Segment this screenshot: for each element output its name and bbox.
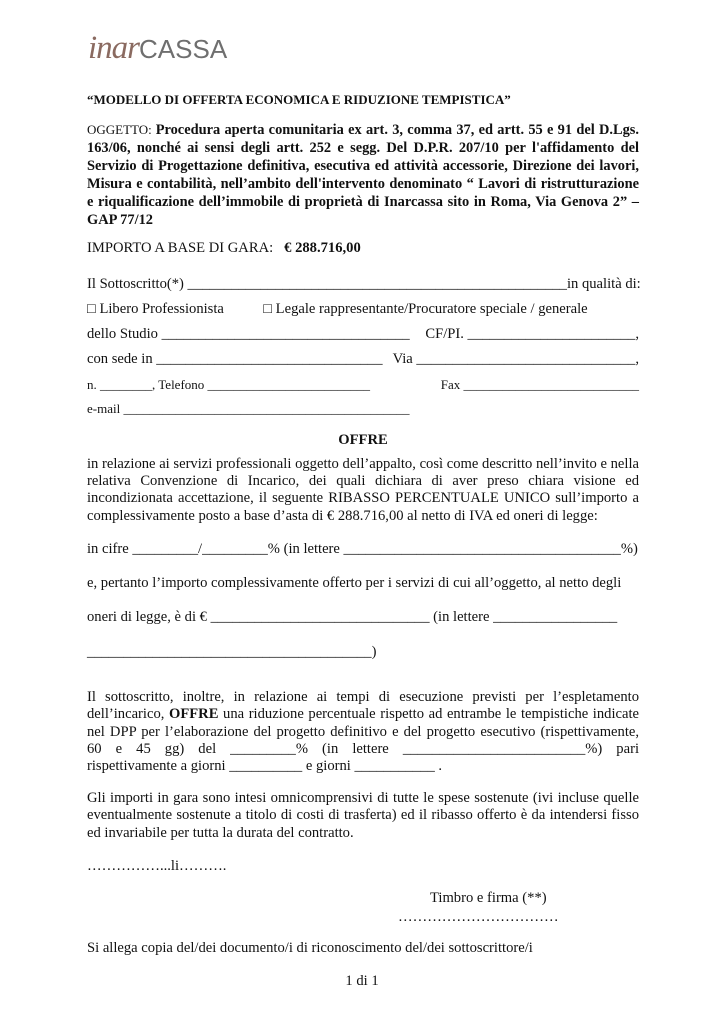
tempi-paragraph (87, 689, 639, 775)
firma-field[interactable]: …………………………… (398, 909, 559, 925)
telefono-field[interactable]: n. ________, Telefono _________________________ (87, 377, 371, 392)
pertanto-line: e, pertanto l’importo complessivamente offerto per i servizi di cui all’oggetto, al netto degli (87, 575, 622, 591)
offre-heading: OFFRE (338, 432, 388, 448)
role-options (87, 301, 588, 318)
sottoscritto-line (87, 276, 639, 293)
email-field[interactable]: e-mail ____________________________________________ (87, 401, 410, 416)
oggetto-label: OGGETTO: (87, 122, 156, 137)
sede-line (87, 351, 639, 368)
document-title: “MODELLO DI OFFERTA ECONOMICA E RIDUZIONE TEMPISTICA” (87, 92, 511, 107)
inarcassa-logo (88, 30, 227, 64)
tempi-text-1: Il sottoscritto, inoltre, in relazione ai tempi di esecuzione previsti per l’espletamento dell’incarico, (87, 689, 639, 723)
sottoscritto-field[interactable]: Il Sottoscritto(*) ____________________________________________________ (87, 276, 567, 292)
telefono-line (87, 377, 639, 393)
legale-rappresentante-checkbox[interactable]: □ Legale rappresentante/Procuratore speciale / generale (263, 301, 588, 317)
via-field[interactable]: Via ______________________________, (392, 351, 639, 367)
importo-line (87, 240, 361, 257)
tempi-text-2: una riduzione percentuale rispetto ad entrambe le tempistiche indicate nel DPP per l’elaborazione del progetto definitivo e del progetto esecutivo (rispettivamente, 60 e 45 gg) del _________% (in lettere _________________________%) pari rispettivamente a giorni __________ e giorni ___________ . (87, 706, 639, 775)
oggetto-section (87, 121, 639, 229)
luogo-data-field[interactable]: ……………...li………. (87, 858, 227, 874)
libero-professionista-checkbox[interactable]: □ Libero Professionista (87, 301, 224, 317)
importi-paragraph: Gli importi in gara sono intesi omnicomprensivi di tutte le spese sostenute (ivi incluse quelle eventualmente sostenute a titolo di costi di trasferta) ed il ribasso offerto è da intendersi fisso ed invariabile per tutta la durata del contratto. (87, 790, 639, 841)
importo-value: € 288.716,00 (284, 240, 361, 256)
offre-paragraph: in relazione ai servizi professionali oggetto dell’appalto, così come descritto nell’invito e nella relativa Convenzione di Incarico, dei quali dichiara di aver preso chiara visione ed incondizionata accettazione, il seguente RIBASSO PERCENTUALE UNICO sull’importo a complessivamente posto a base d’asta di € 288.716,00 al netto di IVA ed oneri di legge: (87, 456, 639, 524)
importo-label: IMPORTO A BASE DI GARA: (87, 240, 274, 256)
cifre-line[interactable]: in cifre _________/_________% (in lettere ______________________________________%) (87, 541, 638, 557)
fax-field[interactable]: Fax ___________________________ (440, 377, 639, 392)
logo-part2: CASSA (139, 34, 228, 64)
page-number: 1 di 1 (345, 973, 379, 989)
timbro-label: Timbro e firma (**) (430, 890, 547, 906)
logo-part1: inar (88, 30, 140, 66)
cfpi-field[interactable]: CF/PI. _______________________, (425, 326, 639, 342)
studio-field[interactable]: dello Studio __________________________________ (87, 326, 410, 342)
allega-note: Si allega copia del/dei documento/i di riconoscimento del/dei sottoscrittore/i (87, 940, 533, 956)
close-line[interactable]: _______________________________________) (87, 644, 377, 660)
tempi-offre: OFFRE (168, 706, 219, 723)
oggetto-text: Procedura aperta comunitaria ex art. 3, comma 37, ed artt. 55 e 91 del D.Lgs. 163/06, nonché ai sensi degli artt. 252 e segg. Del D.P.R. 207/10 per l'affidamento del Servizio di Progettazione definitiva, esecutiva ed attività accessorie, Direzione dei lavori, Misura e contabilità, nell’ambito dell'intervento denominato “ Lavori di ristrutturazione e riqualificazione dell’immobile di proprietà di Inarcassa sito in Roma, Via Genova 2” – GAP 77/12 (87, 122, 639, 228)
sede-field[interactable]: con sede in _______________________________ (87, 351, 383, 367)
qualita-label: in qualità di: (566, 276, 641, 292)
studio-line (87, 326, 639, 343)
oneri-line[interactable]: oneri di legge, è di € ______________________________ (in lettere _________________ (87, 609, 618, 625)
